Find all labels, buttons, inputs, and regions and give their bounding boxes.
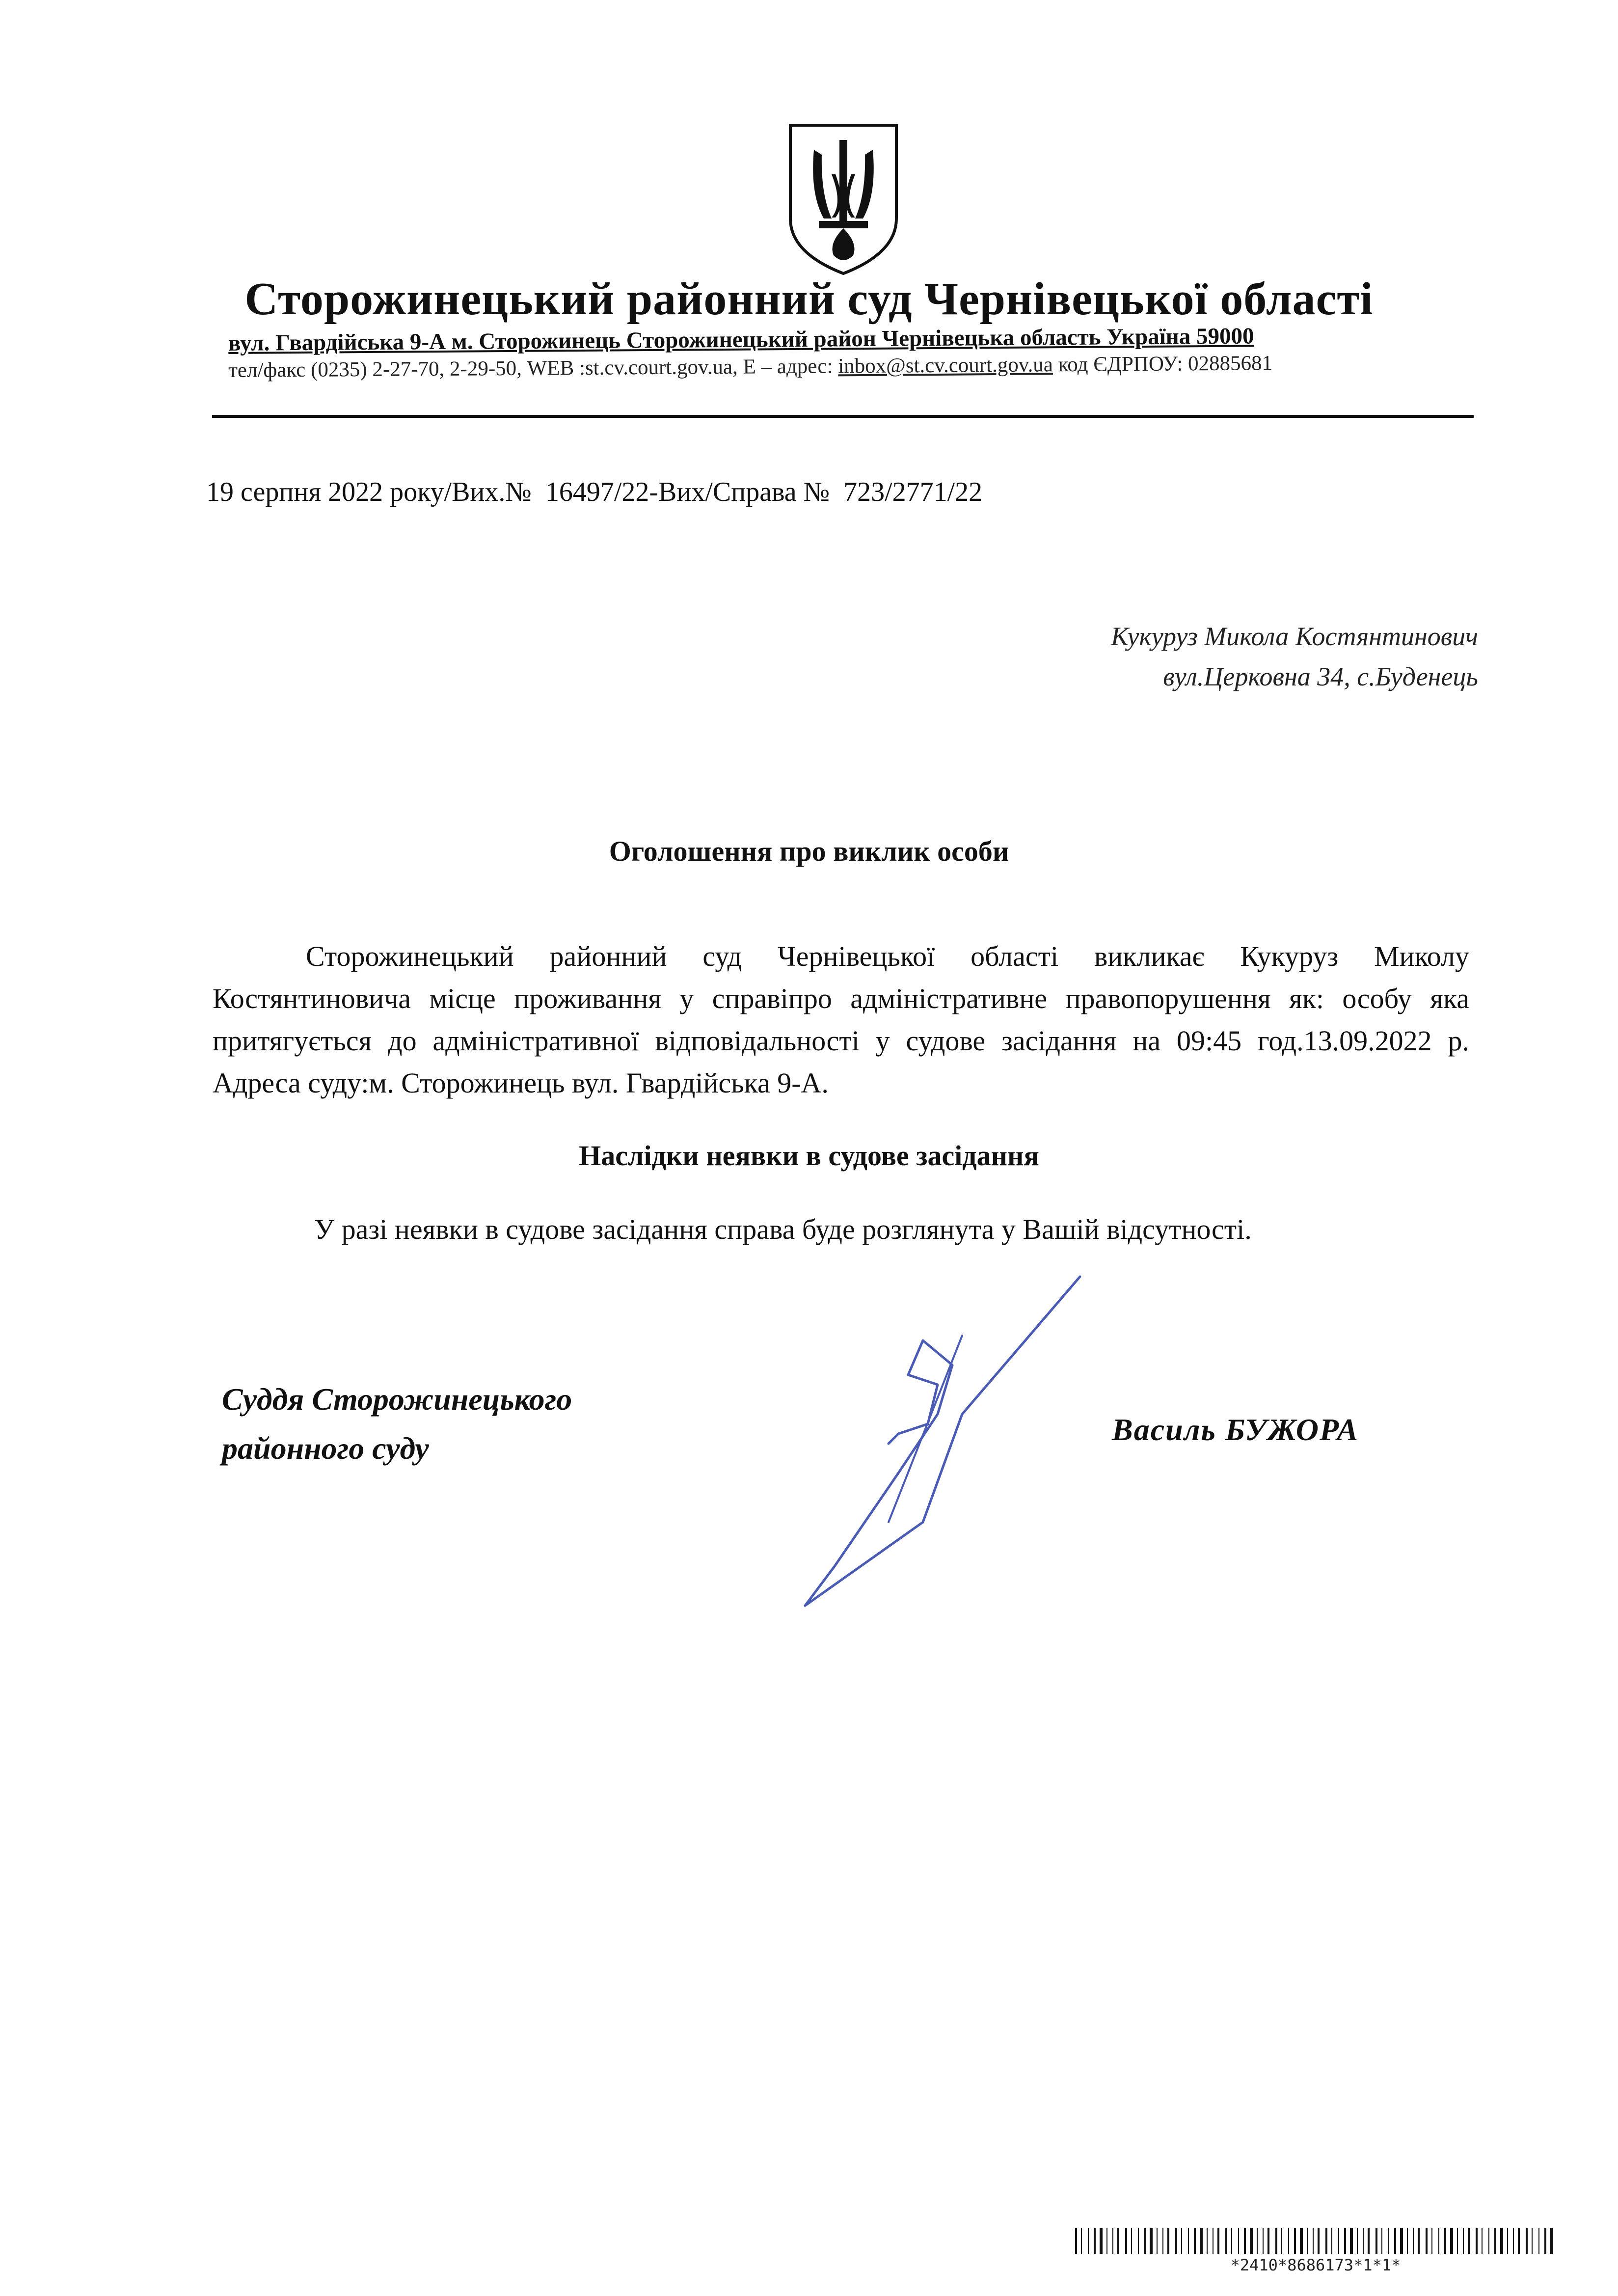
notice-body-text: Сторожинецький районний суд Чернівецької області викликає Кукуруз Миколу Костянтиновича місце проживання у справіпро адміністративне правопорушення як: особу яка притягується до адміністративної відповідальності у судове засідання на 09:45 год.13.09.2022 р. Адреса суду:м. Сторожинець вул. Гвардійська 9-А. bbox=[213, 940, 1469, 1099]
court-name: Сторожинецький районний суд Чернівецької області bbox=[244, 273, 1374, 325]
signature-icon bbox=[776, 1267, 1100, 1611]
notice-title: Оголошення про виклик особи bbox=[609, 835, 1009, 867]
contacts-suffix: код ЄДРПОУ: 02885681 bbox=[1052, 352, 1273, 377]
court-email-link[interactable]: inbox@st.cv.court.gov.ua bbox=[838, 353, 1053, 378]
addressee-address: вул.Церковна 34, с.Буденець bbox=[1163, 662, 1478, 691]
barcode-icon bbox=[1075, 2228, 1556, 2254]
header-divider bbox=[212, 415, 1474, 418]
contacts-prefix: тел/факс (0235) 2-27-70, 2-29-50, WEB :st.cv.court.gov.ua, E – адрес: bbox=[228, 355, 838, 382]
consequences-text: У разі неявки в судове засідання справа буде розглянута у Вашій відсутності. bbox=[314, 1213, 1252, 1245]
judge-title-line1: Суддя Сторожинецького bbox=[222, 1382, 572, 1417]
consequences-title: Наслідки неявки в судове засідання bbox=[579, 1140, 1039, 1172]
notice-body bbox=[213, 935, 1469, 1104]
judge-name: Василь БУЖОРА bbox=[1112, 1412, 1359, 1447]
barcode-text: *2410*8686173*1*1* bbox=[1230, 2256, 1401, 2274]
judge-title bbox=[222, 1375, 572, 1473]
judge-title-line2: районного суду bbox=[222, 1431, 429, 1466]
coat-of-arms-icon bbox=[784, 120, 902, 277]
addressee-block bbox=[1111, 616, 1478, 697]
court-address: вул. Гвардійська 9-А м. Сторожинець Сторожинецький район Чернівецька область Україна 59000 bbox=[228, 323, 1254, 356]
addressee-name: Кукуруз Микола Костянтинович bbox=[1111, 622, 1478, 651]
reference-line: 19 серпня 2022 року/Вих.№ 16497/22-Вих/Справа № 723/2771/22 bbox=[206, 477, 983, 507]
